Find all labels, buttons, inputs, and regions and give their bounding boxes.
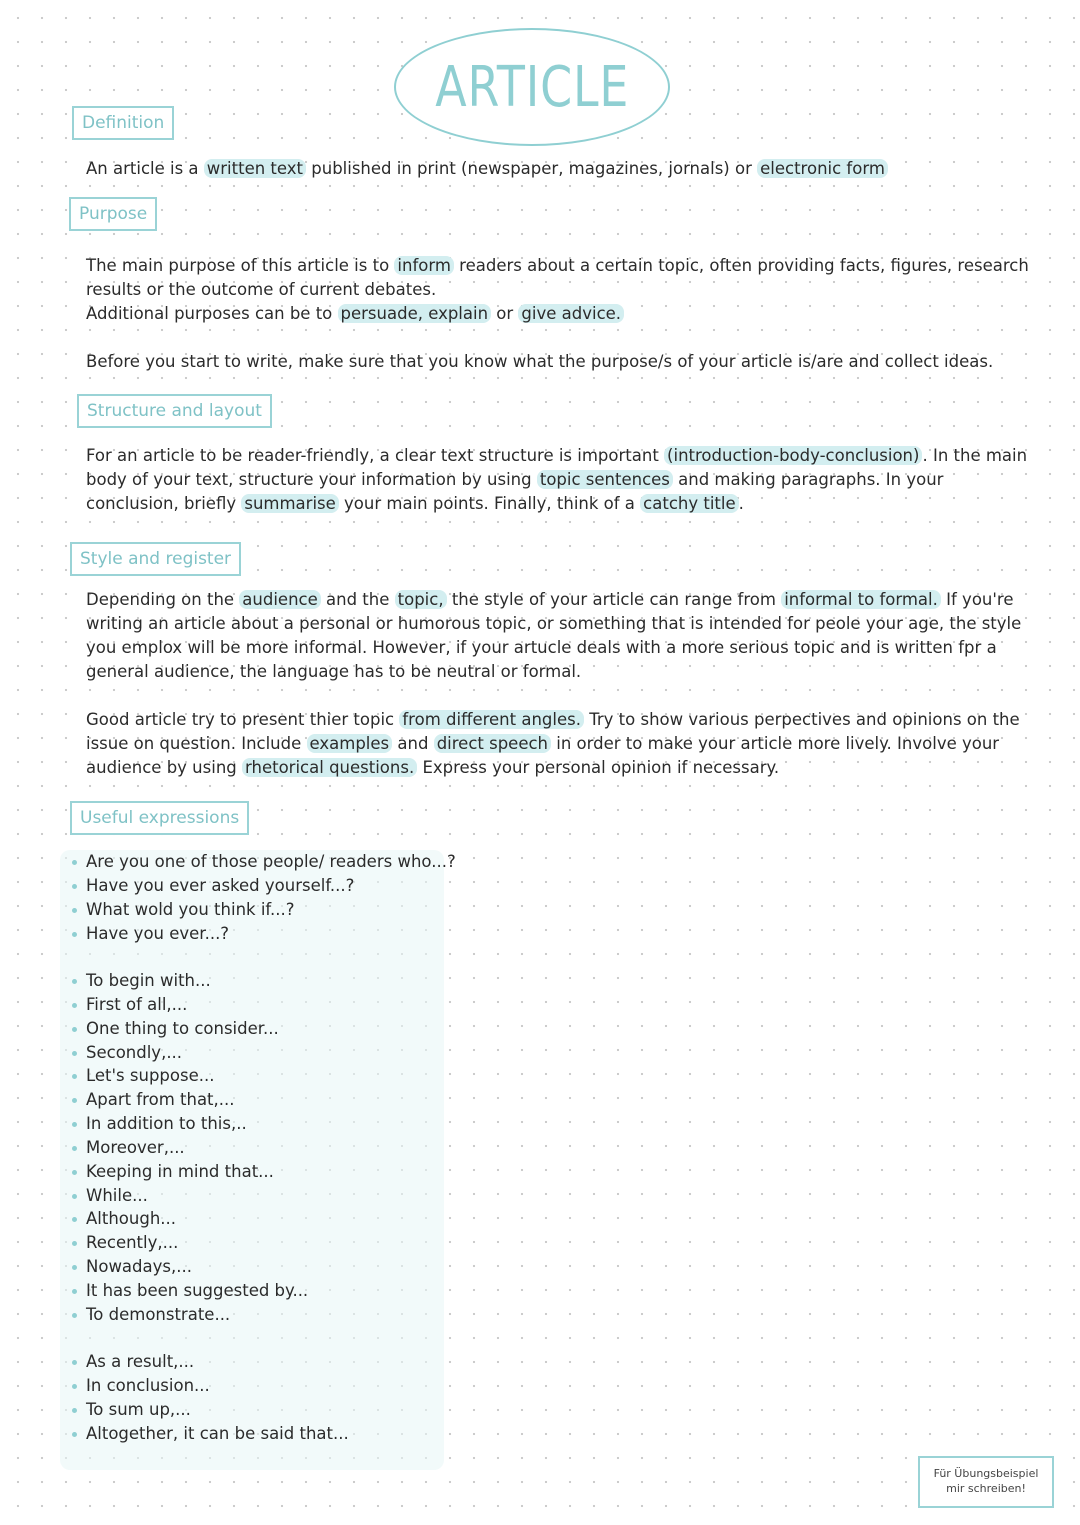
definition-text bbox=[86, 157, 888, 181]
purpose-paragraph-3: Before you start to write, make sure that you know what the purpose/s of your article is/are and collect ideas. bbox=[86, 352, 994, 371]
highlight: direct speech bbox=[434, 734, 551, 753]
definition-label: Definition bbox=[72, 106, 174, 140]
purpose-paragraph-2: Additional purposes can be to persuade, explain or give advice. bbox=[86, 302, 1036, 326]
highlight: informal to formal. bbox=[781, 590, 941, 609]
list-item: It has been suggested by... bbox=[70, 1279, 308, 1303]
expressions-group-conclusion bbox=[70, 1350, 349, 1445]
structure-text bbox=[86, 444, 1041, 516]
highlight: give advice. bbox=[518, 304, 624, 323]
highlight: from different angles. bbox=[399, 710, 584, 729]
highlight: summarise bbox=[241, 494, 338, 513]
exercise-note bbox=[918, 1456, 1054, 1508]
expressions-group-connectors bbox=[70, 969, 308, 1327]
list-item: To sum up,... bbox=[70, 1398, 349, 1422]
highlight: examples bbox=[307, 734, 393, 753]
purpose-paragraph-1: The main purpose of this article is to inform readers about a certain topic, often providing facts, figures, research results or the outcome of current debates. bbox=[86, 256, 1029, 299]
highlight: written text bbox=[204, 159, 306, 178]
list-item: Keeping in mind that... bbox=[70, 1160, 308, 1184]
style-text bbox=[86, 588, 1036, 780]
list-item: First of all,... bbox=[70, 993, 308, 1017]
list-item: Have you ever...? bbox=[70, 922, 456, 946]
style-label: Style and register bbox=[70, 542, 241, 576]
list-item: Apart from that,... bbox=[70, 1088, 308, 1112]
list-item: One thing to consider... bbox=[70, 1017, 308, 1041]
list-item: Altogether, it can be said that... bbox=[70, 1422, 349, 1446]
list-item: Have you ever asked yourself...? bbox=[70, 874, 456, 898]
highlight: audience bbox=[239, 590, 320, 609]
useful-expressions-label: Useful expressions bbox=[70, 801, 249, 835]
list-item: What wold you think if...? bbox=[70, 898, 456, 922]
highlight: (introduction-body-conclusion) bbox=[664, 446, 922, 465]
list-item: Although... bbox=[70, 1207, 308, 1231]
list-item: Let's suppose... bbox=[70, 1064, 308, 1088]
note-line-2: mir schreiben! bbox=[946, 1482, 1026, 1495]
highlight: electronic form bbox=[757, 159, 888, 178]
highlight: catchy title bbox=[640, 494, 738, 513]
note-line-1: Für Übungsbeispiel bbox=[933, 1467, 1039, 1480]
list-item: To demonstrate... bbox=[70, 1303, 308, 1327]
highlight: persuade, explain bbox=[338, 304, 492, 323]
purpose-label: Purpose bbox=[69, 197, 157, 231]
highlight: topic, bbox=[395, 590, 447, 609]
list-item: Moreover,... bbox=[70, 1136, 308, 1160]
style-paragraph-1: Depending on the audience and the topic, the style of your article can range from informal to formal. If you're writing an article about a personal or humorous topic, or something that is intended for peole your age, the style you emplox will be more informal. However, if your artucle deals with a more serious topic and is written fpr a general audience, the language has to be neutral or formal. bbox=[86, 590, 1022, 681]
purpose-text bbox=[86, 254, 1036, 374]
list-item: Nowadays,... bbox=[70, 1255, 308, 1279]
list-item: While... bbox=[70, 1184, 308, 1208]
list-item: In addition to this,.. bbox=[70, 1112, 308, 1136]
structure-label: Structure and layout bbox=[77, 394, 272, 428]
definition-paragraph: An article is a written text published in print (newspaper, magazines, jornals) or electronic form bbox=[86, 157, 888, 181]
style-paragraph-2: Good article try to present thier topic from different angles. Try to show various perpectives and opinions on the issue on question. Include examples and direct speech in order to make your article more lively. Involve your audience by using rhetorical questions. Express your personal opinion if necessary. bbox=[86, 710, 1020, 777]
highlight: inform bbox=[394, 256, 454, 275]
list-item: In conclusion... bbox=[70, 1374, 349, 1398]
list-item: To begin with... bbox=[70, 969, 308, 993]
highlight: rhetorical questions. bbox=[242, 758, 417, 777]
highlight: topic sentences bbox=[537, 470, 673, 489]
page-title: ARTICLE bbox=[394, 28, 670, 146]
expressions-group-questions bbox=[70, 850, 456, 945]
list-item: Recently,... bbox=[70, 1231, 308, 1255]
list-item: As a result,... bbox=[70, 1350, 349, 1374]
list-item: Secondly,... bbox=[70, 1041, 308, 1065]
structure-paragraph: For an article to be reader-friendly, a clear text structure is important (introduction-body-conclusion) . In the main body of your text, structure your information by using topic sentences and making paragraphs. In your conclusion, briefly summarise your main points. Finally, think of a catchy title . bbox=[86, 446, 1028, 513]
list-item: Are you one of those people/ readers who...? bbox=[70, 850, 456, 874]
